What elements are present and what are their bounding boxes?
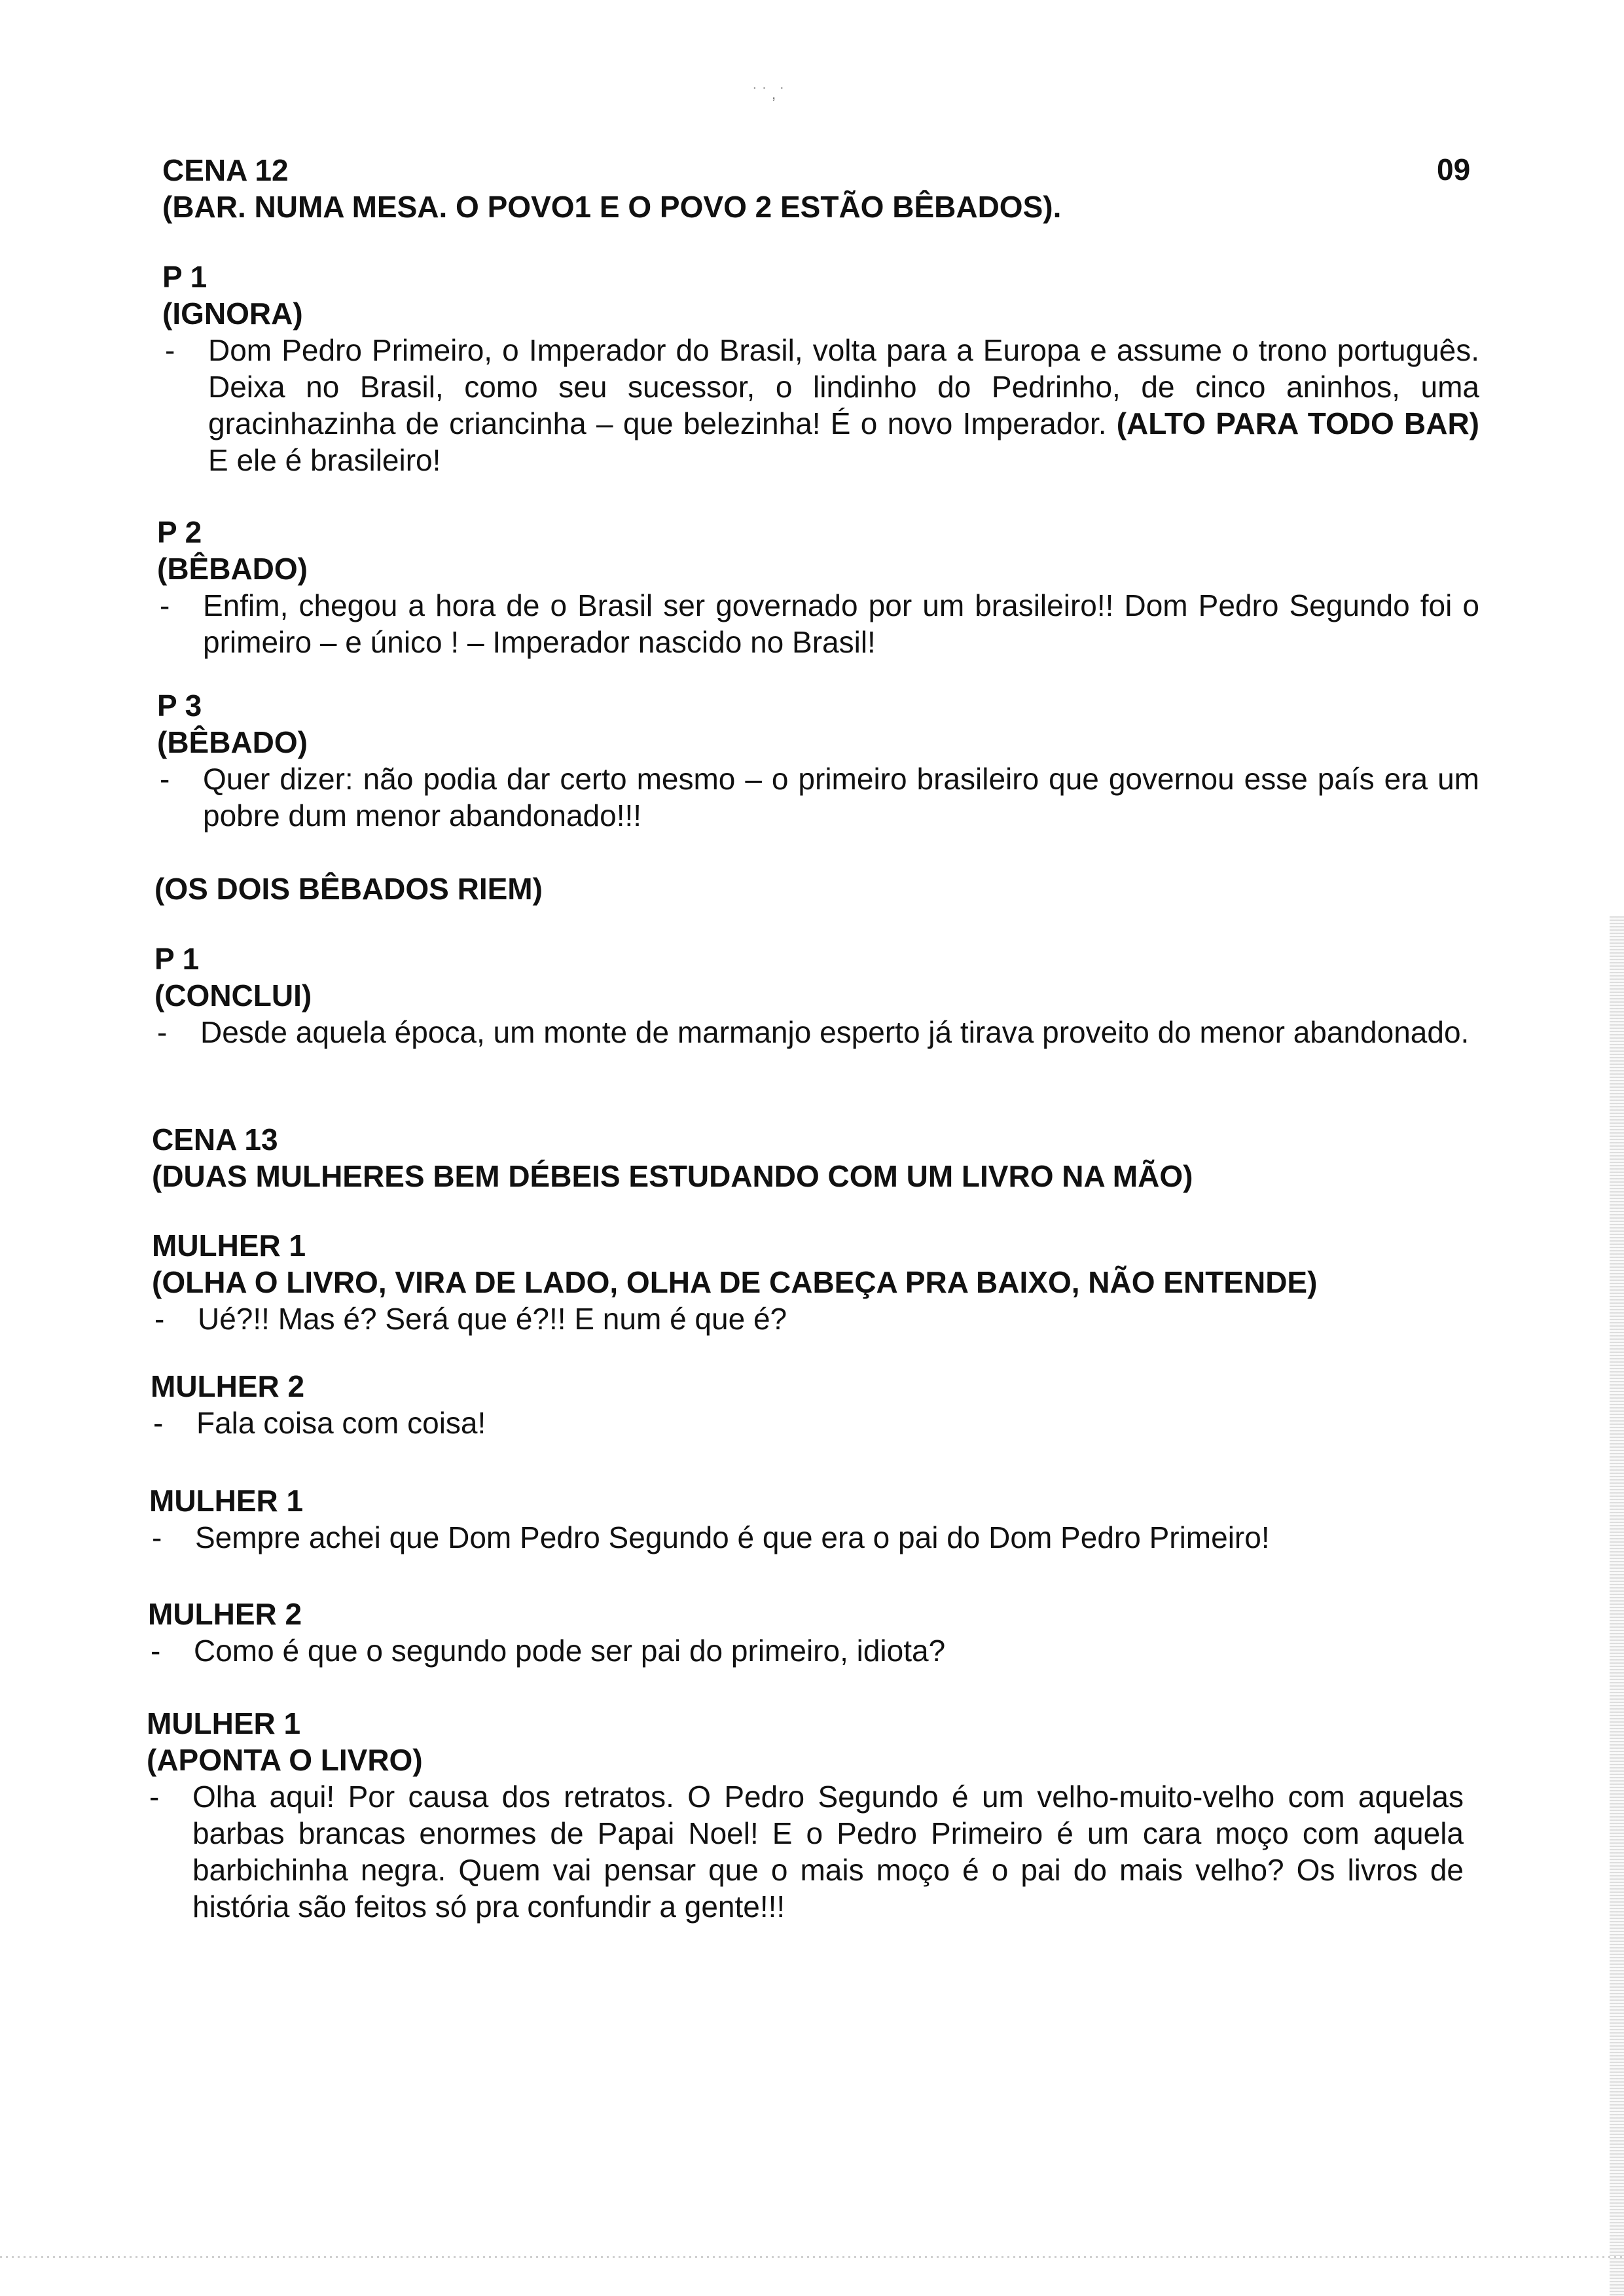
dialogue-text: Fala coisa com coisa! bbox=[196, 1406, 486, 1440]
dialogue-text: Olha aqui! Por causa dos retratos. O Pedro Segundo é um velho-muito-velho com aquelas barbas brancas enormes de Papai Noel! E o Pedro Primeiro é um cara moço com aquela barbichinha negra. Quem vai pensar que o mais moço é o pai do mais velho? Os livros de história são feitos só pra confundir a gente!!! bbox=[192, 1780, 1464, 1924]
dialogue-block bbox=[152, 1227, 1487, 1337]
dialogue-dash: - bbox=[154, 1302, 165, 1336]
dialogue-dash: - bbox=[149, 1780, 160, 1814]
stage-direction: (APONTA O LIVRO) bbox=[147, 1743, 423, 1777]
dialogue-block bbox=[162, 259, 1479, 478]
scene-13-heading bbox=[152, 1121, 1461, 1194]
dialogue-block bbox=[149, 1482, 1458, 1556]
dialogue-line bbox=[162, 332, 1479, 478]
speaker-name: MULHER 1 bbox=[152, 1229, 306, 1263]
dialogue-block bbox=[148, 1596, 1457, 1669]
scan-speck: ˙ ˙ ‚ ˙ bbox=[753, 85, 785, 103]
page-number: 09 bbox=[1437, 152, 1471, 187]
dialogue-line bbox=[152, 1300, 1487, 1337]
dialogue-text-end: E ele é brasileiro! bbox=[208, 443, 441, 477]
stage-direction: (OLHA O LIVRO, VIRA DE LADO, OLHA DE CABEÇA PRA BAIXO, NÃO ENTENDE) bbox=[152, 1265, 1318, 1299]
stage-direction: (IGNORA) bbox=[162, 296, 303, 331]
dialogue-block bbox=[157, 687, 1479, 834]
speaker-name: MULHER 1 bbox=[147, 1706, 301, 1740]
dialogue-text: Sempre achei que Dom Pedro Segundo é que era o pai do Dom Pedro Primeiro! bbox=[195, 1520, 1270, 1554]
speaker-name: MULHER 2 bbox=[151, 1369, 305, 1403]
stage-direction: (CONCLUI) bbox=[154, 978, 312, 1013]
dialogue-block bbox=[147, 1705, 1464, 1925]
scene-title: CENA 12 bbox=[162, 153, 289, 187]
dialogue-text: Dom Pedro Primeiro, o Imperador do Brasil, volta para a Europa e assume o trono português. Deixa no Brasil, como seu sucessor, o lindinho do Pedrinho, de cinco aninhos, uma gracinhazinha de criancinha – que belezinha! É o novo Imperador. bbox=[208, 333, 1479, 440]
dialogue-dash: - bbox=[153, 1406, 164, 1440]
scan-edge-noise bbox=[1610, 916, 1624, 2296]
stage-direction: (BÊBADO) bbox=[157, 725, 308, 759]
dialogue-dash: - bbox=[157, 1015, 168, 1049]
dialogue-text: Enfim, chegou a hora de o Brasil ser governado por um brasileiro!! Dom Pedro Segundo foi o primeiro – e único ! – Imperador nascido no Brasil! bbox=[203, 588, 1479, 659]
speaker-name: P 2 bbox=[157, 515, 202, 549]
speaker-name: MULHER 1 bbox=[149, 1484, 304, 1518]
dialogue-text: Desde aquela época, um monte de marmanjo esperto já tirava proveito do menor abandonado. bbox=[200, 1015, 1470, 1049]
scene-stage-direction: (DUAS MULHERES BEM DÉBEIS ESTUDANDO COM UM LIVRO NA MÃO) bbox=[152, 1159, 1193, 1193]
dialogue-block bbox=[157, 514, 1479, 660]
dialogue-block bbox=[154, 941, 1477, 1050]
dialogue-dash: - bbox=[151, 1634, 161, 1668]
dialogue-dash: - bbox=[165, 333, 175, 367]
dialogue-text: Como é que o segundo pode ser pai do primeiro, idiota? bbox=[194, 1634, 946, 1668]
dialogue-line bbox=[151, 1405, 1460, 1441]
inline-stage-direction: (ALTO PARA TODO BAR) bbox=[1116, 406, 1480, 440]
dialogue-dash: - bbox=[160, 762, 170, 796]
dialogue-dash: - bbox=[160, 588, 170, 622]
speaker-name: MULHER 2 bbox=[148, 1597, 302, 1631]
speaker-name: P 1 bbox=[162, 260, 208, 294]
speaker-name: P 1 bbox=[154, 942, 200, 976]
dialogue-line bbox=[149, 1519, 1458, 1556]
speaker-name: P 3 bbox=[157, 689, 202, 723]
stage-direction: (BÊBADO) bbox=[157, 552, 308, 586]
dialogue-line bbox=[148, 1632, 1457, 1669]
scene-stage-direction: (BAR. NUMA MESA. O POVO1 E O POVO 2 ESTÃO BÊBADOS). bbox=[162, 190, 1062, 224]
scan-bottom-line bbox=[0, 2256, 1624, 2258]
dialogue-text: Ué?!! Mas é? Será que é?!! E num é que é? bbox=[198, 1302, 787, 1336]
scene-12-heading bbox=[162, 152, 1406, 225]
dialogue-text: Quer dizer: não podia dar certo mesmo – o primeiro brasileiro que governou esse país era um pobre dum menor abandonado!!! bbox=[203, 762, 1479, 833]
stage-direction-laugh: (OS DOIS BÊBADOS RIEM) bbox=[154, 872, 543, 906]
dialogue-dash: - bbox=[152, 1520, 162, 1554]
dialogue-line bbox=[147, 1778, 1464, 1925]
dialogue-line bbox=[157, 587, 1479, 660]
dialogue-line bbox=[157, 761, 1479, 834]
scene-title: CENA 13 bbox=[152, 1122, 278, 1157]
dialogue-line bbox=[154, 1014, 1477, 1050]
dialogue-block bbox=[151, 1368, 1460, 1441]
